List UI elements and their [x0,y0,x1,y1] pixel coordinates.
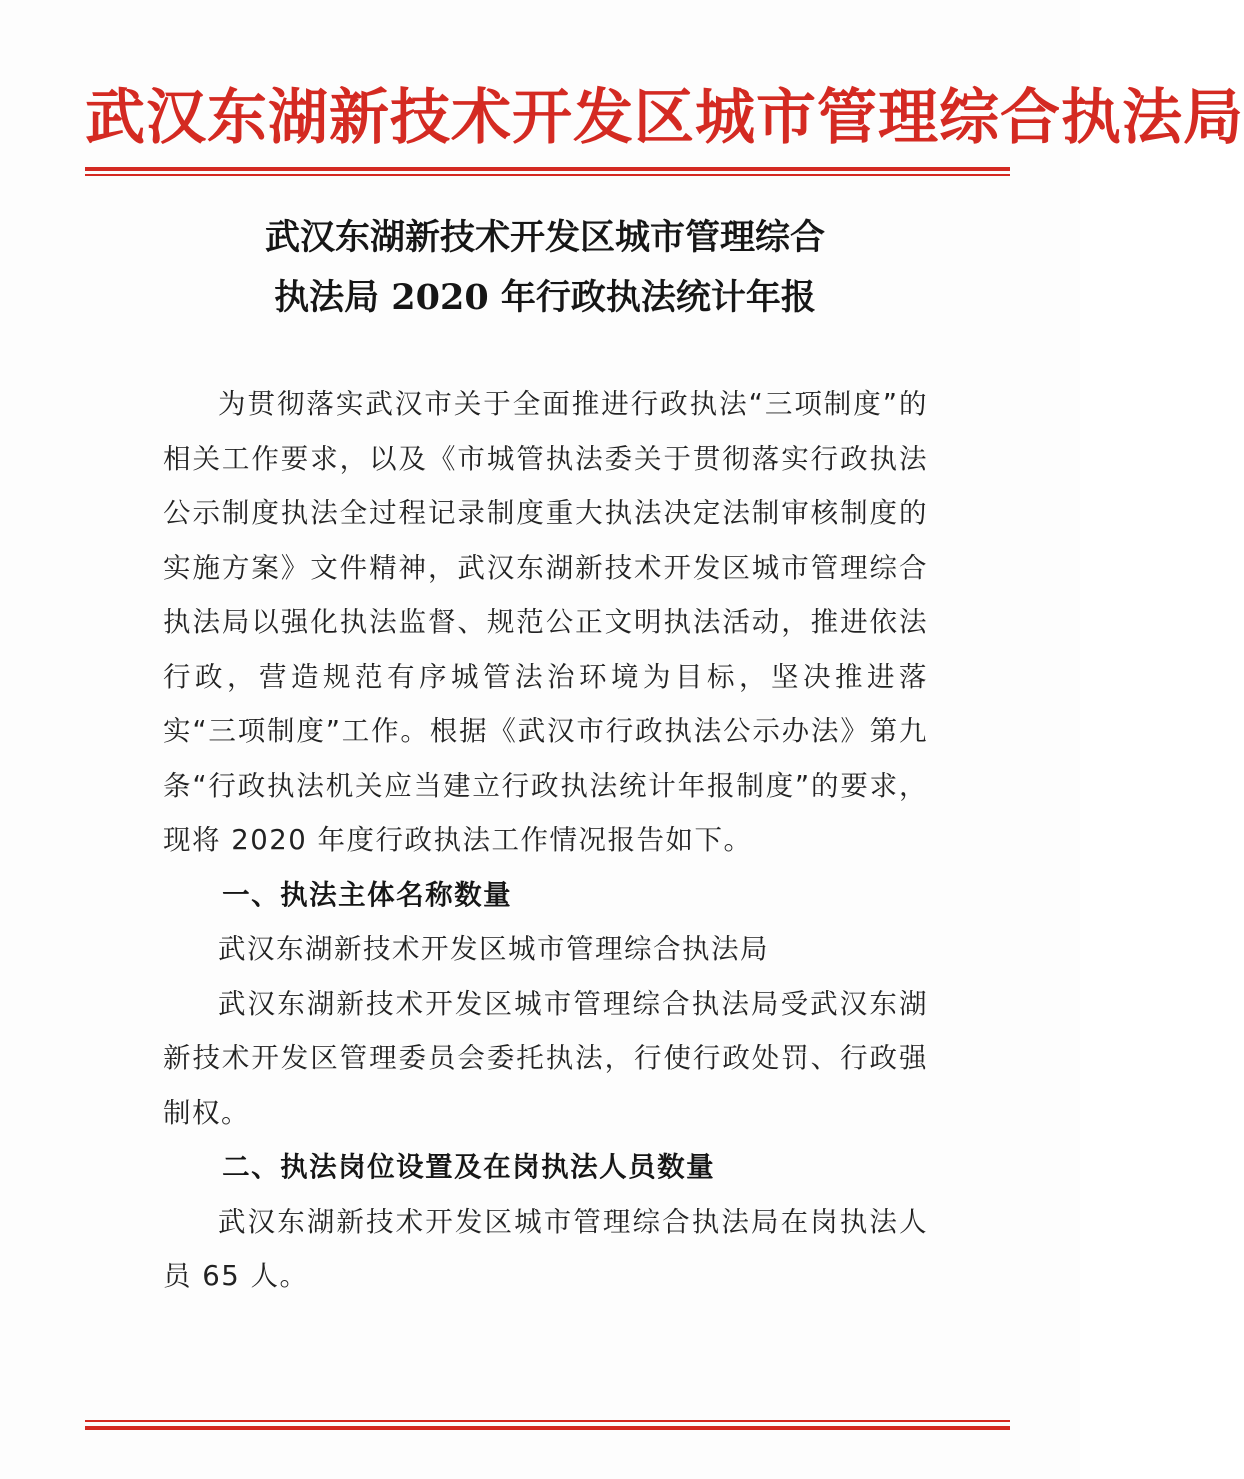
document-body [163,377,928,1304]
footer-red-rule-thick [85,1426,1010,1430]
document-title-line-2: 执法局 2020 年行政执法统计年报 [274,277,816,318]
header-red-rule-thin [85,174,1010,176]
footer-red-rule-thin [85,1420,1010,1422]
header-red-rule-thick [85,167,1010,171]
document-title-line-1: 武汉东湖新技术开发区城市管理综合 [264,217,825,258]
section-2-paragraph: 武汉东湖新技术开发区城市管理综合执法局在岗执法人员 65 人。 [163,1205,928,1292]
issuer-masthead: 武汉东湖新技术开发区城市管理综合执法局 [85,83,1244,153]
section-1-entity-name: 武汉东湖新技术开发区城市管理综合执法局 [218,933,769,965]
section-1-paragraph: 武汉东湖新技术开发区城市管理综合执法局受武汉东湖新技术开发区管理委员会委托执法，行使行政处罚、行政强制权。 [163,987,928,1129]
intro-paragraph: 为贯彻落实武汉市关于全面推进行政执法“三项制度”的相关工作要求，以及《市城管执法委关于贯彻落实行政执法公示制度执法全过程记录制度重大执法决定法制审核制度的实施方案》文件精神，武汉东湖新技术开发区城市管理综合执法局以强化执法监督、规范公正文明执法活动，推进依法行政，营造规范有序城管法治环境为目标，坚决推进落实“三项制度”工作。根据《武汉市行政执法公示办法》第九条“行政执法机关应当建立行政执法统计年报制度”的要求，现将 2020 年度行政执法工作情况报告如下。 [163,388,928,856]
section-1-heading: 一、执法主体名称数量 [222,878,513,911]
section-2-heading: 二、执法岗位设置及在岗执法人员数量 [222,1151,716,1183]
